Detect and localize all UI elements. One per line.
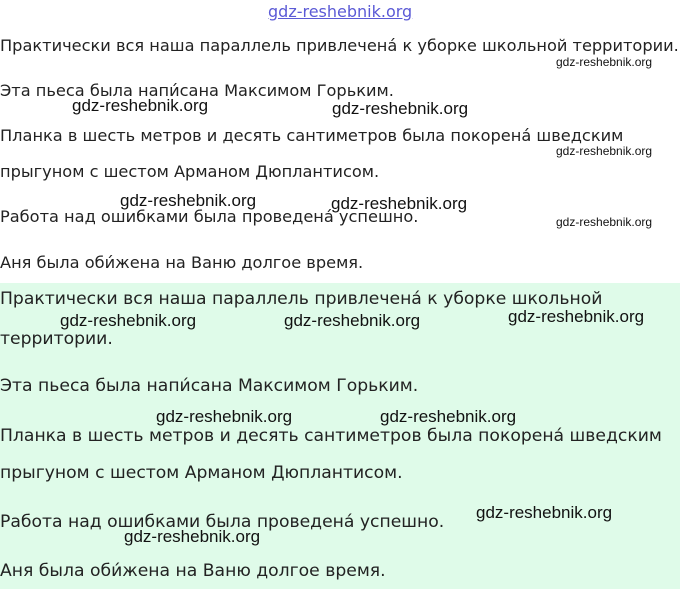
watermark: gdz-reshebnik.org (60, 311, 197, 330)
watermark: gdz-reshebnik.org (156, 407, 293, 426)
text-line: Аня была оби́жена на Ваню долгое время. (0, 561, 386, 581)
watermark: gdz-reshebnik.org (380, 407, 517, 426)
text-line: прыгуном с шестом Арманом Дюплантисом. (0, 463, 403, 483)
watermark-link[interactable]: gdz-reshebnik.org (268, 2, 413, 21)
watermark: gdz-reshebnik.org (72, 96, 209, 115)
text-line: Практически вся наша параллель привлечена́ к уборке школьной территории. (0, 36, 679, 55)
text-line: Эта пьеса была напи́сана Максимом Горьким. (0, 376, 419, 396)
text-line: Практически вся наша параллель привлечена́ к уборке школьной (0, 289, 603, 309)
watermark: gdz-reshebnik.org (120, 191, 257, 210)
watermark: gdz-reshebnik.org (331, 194, 468, 213)
text-line: Аня была оби́жена на Ваню долгое время. (0, 253, 364, 272)
watermark: gdz-reshebnik.org (508, 307, 645, 326)
text-line: прыгуном с шестом Арманом Дюплантисом. (0, 162, 380, 181)
watermark: gdz-reshebnik.org (476, 503, 613, 522)
text-line: Работа над ошибками была проведена́ успешно. (0, 207, 419, 226)
plain-text-section (0, 0, 680, 283)
text-line: Эта пьеса была напи́сана Максимом Горьким. (0, 81, 394, 100)
watermark: gdz-reshebnik.org (556, 215, 653, 229)
text-line: Работа над ошибками была проведена́ успешно. (0, 512, 445, 532)
text-line: территории. (0, 329, 113, 349)
watermark: gdz-reshebnik.org (124, 527, 261, 546)
text-line: Планка в шесть метров и десять сантиметров была покорена́ шведским (0, 426, 662, 446)
watermark: gdz-reshebnik.org (332, 99, 469, 118)
watermark: gdz-reshebnik.org (556, 55, 653, 69)
text-line: Планка в шесть метров и десять сантиметров была покорена́ шведским (0, 126, 624, 145)
watermark: gdz-reshebnik.org (284, 311, 421, 330)
watermark: gdz-reshebnik.org (556, 144, 653, 158)
